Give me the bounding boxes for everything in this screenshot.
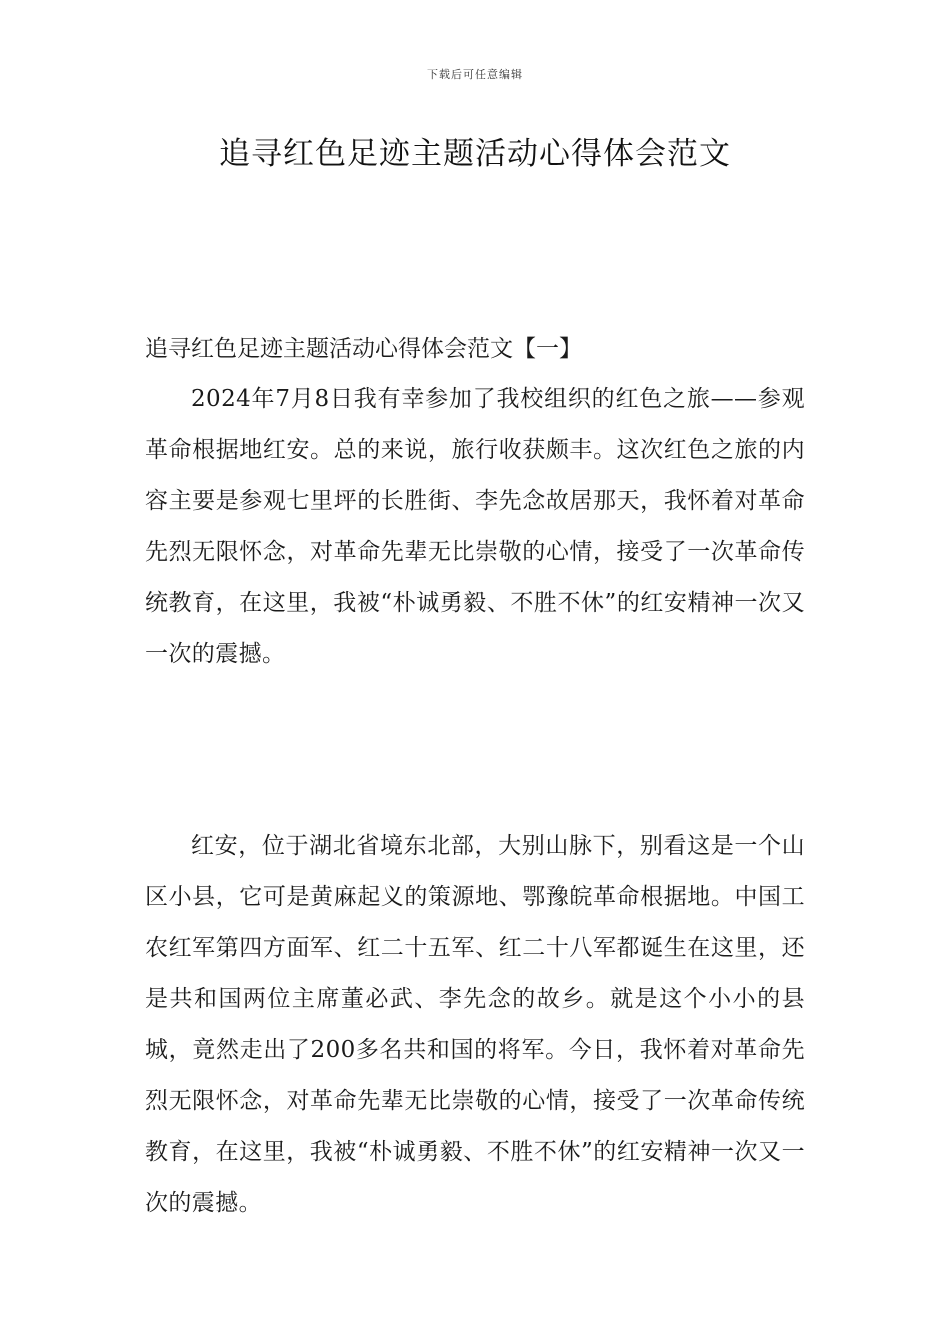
section-heading: 追寻红色足迹主题活动心得体会范文【一】 <box>145 336 582 362</box>
header-note: 下载后可任意编辑 <box>427 68 523 81</box>
body-paragraph-2: 红安，位于湖北省境东北部，大别山脉下，别看这是一个山区小县，它可是黄麻起义的策源地、鄂豫皖革命根据地。中国工农红军第四方面军、红二十五军、红二十八军都诞生在这里，还是共和国两位主席董必武、李先念的故乡。就是这个小小的县城，竟然走出了200多名共和国的将军。今日，我怀着对革命先烈无限怀念，对革命先辈无比崇敬的心情，接受了一次革命传统教育，在这里，我被“朴诚勇毅、不胜不休”的红安精神一次又一次的震撼。 <box>145 833 805 1216</box>
body-paragraph-1: 2024年7月8日我有幸参加了我校组织的红色之旅——参观革命根据地红安。总的来说，旅行收获颇丰。这次红色之旅的内容主要是参观七里坪的长胜街、李先念故居那天，我怀着对革命先烈无限怀念，对革命先辈无比崇敬的心情，接受了一次革命传统教育，在这里，我被“朴诚勇毅、不胜不休”的红安精神一次又一次的震撼。 <box>145 386 805 667</box>
document-title: 追寻红色足迹主题活动心得体会范文 <box>219 136 731 172</box>
